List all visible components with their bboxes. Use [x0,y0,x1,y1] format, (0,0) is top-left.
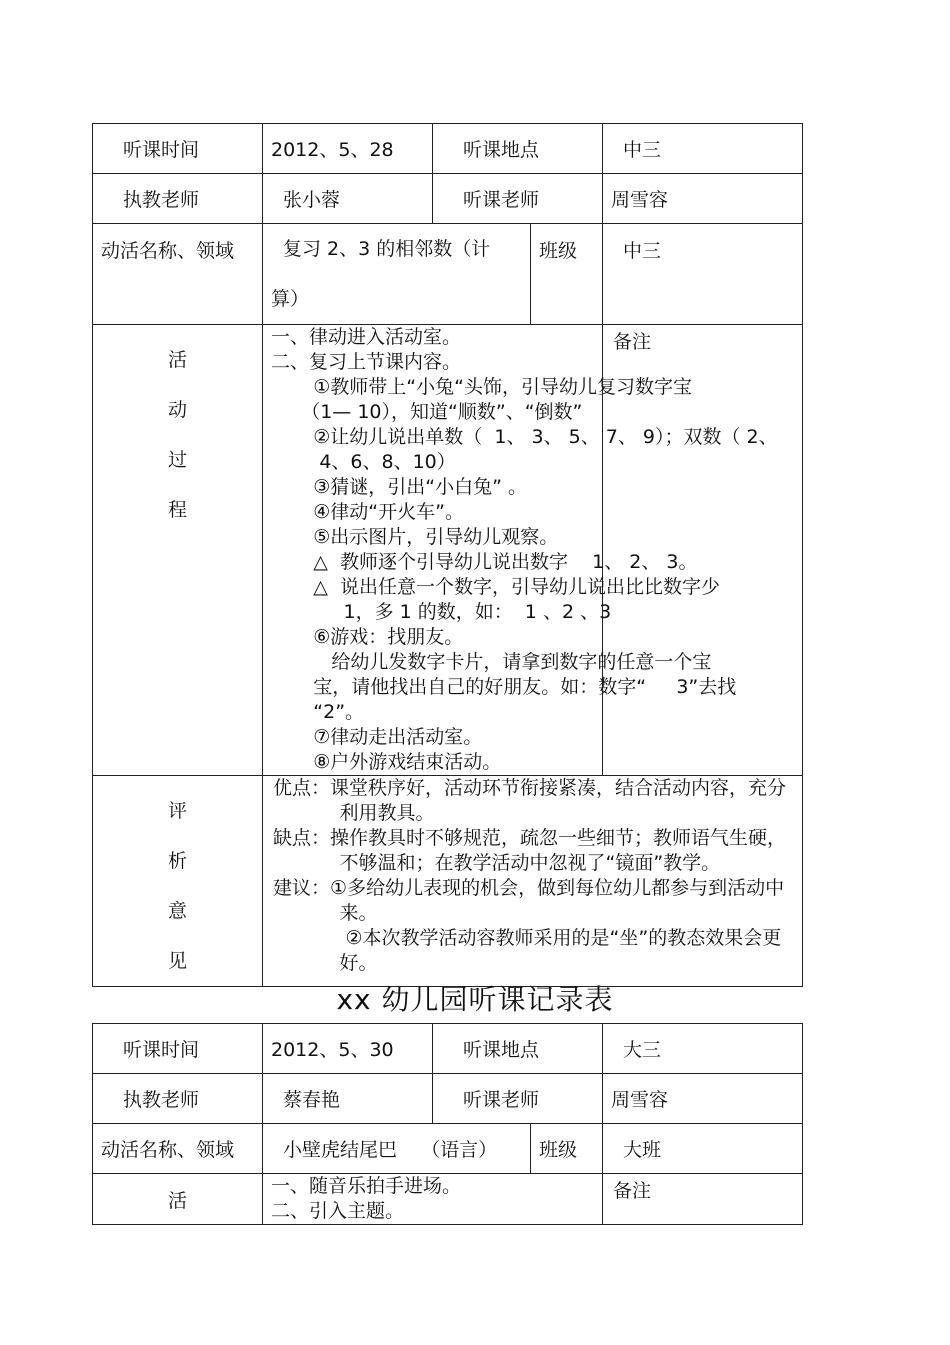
process-line: ⑥游戏：找朋友。 [271,626,464,648]
teacher-value: 蔡春艳 [263,1074,433,1124]
class-label: 班级 [531,224,603,325]
process-line: “2”。 [271,701,365,723]
eval-line: 好。 [267,952,378,974]
activity-line-2: 算） [271,288,310,310]
record-table-2 [92,1023,803,1225]
eval-char-3: 意 [167,900,187,922]
time-label: 听课时间 [93,1024,263,1074]
process-line: △ 说出任意一个数字，引导幼儿说出比比数字少 [271,576,720,598]
observer-value: 周雪容 [603,1074,803,1124]
observer-label: 听课老师 [433,174,603,224]
process-content [263,1174,603,1225]
process-line: 二、复习上节课内容。 [271,351,462,373]
time-value: 2012、5、28 [263,124,433,174]
process-label [93,1174,263,1225]
class-label: 班级 [531,1124,603,1174]
observer-label: 听课老师 [433,1074,603,1124]
process-line: △ 教师逐个引导幼儿说出数字 1、 2、 3。 [271,551,698,573]
eval-line: 缺点：操作教具时不够规范，疏忽一些细节；教师语气生硬， [267,827,787,849]
eval-char-2: 析 [167,850,187,872]
teacher-value: 张小蓉 [263,174,433,224]
time-value: 2012、5、30 [263,1024,433,1074]
process-line: 4、6、8、10） [271,451,456,473]
process-char-4: 程 [167,499,187,521]
process-line: ①教师带上“小兔“头饰，引导幼儿复习数字宝 [271,376,692,398]
activity-label: 动活名称、领域 [93,1124,263,1174]
class-value: 大班 [603,1124,803,1174]
observer-value: 周雪容 [603,174,803,224]
place-value: 大三 [603,1024,803,1074]
process-line: 宝，请他找出自己的好朋友。如：数字“ 3”去找 [271,676,737,698]
eval-line: 优点：课堂秩序好，活动环节衔接紧凑，结合活动内容，充分 [267,777,787,799]
activity-line-1: 复习 2、3 的相邻数（计 [283,238,491,260]
eval-label [93,776,263,987]
process-line: 给幼儿发数字卡片，请拿到数字的任意一个宝 [271,651,712,673]
eval-char-4: 见 [167,950,187,972]
eval-line: ②本次教学活动容教师采用的是“坐”的教态效果会更 [267,927,782,949]
eval-line: 利用教具。 [267,802,435,824]
place-label: 听课地点 [433,1024,603,1074]
process-char-1: 活 [167,349,187,371]
activity-value: 小壁虎结尾巴 （语言） [263,1124,531,1174]
process-char-3: 过 [167,449,187,471]
teacher-label: 执教老师 [93,1074,263,1124]
process-line: ④律动“开火车”。 [271,501,464,523]
teacher-label: 执教老师 [93,174,263,224]
process-line: 二、引入主题。 [271,1200,405,1222]
page-title: xx 幼儿园听课记录表 [336,983,614,1016]
process-char-1: 活 [167,1189,187,1212]
place-label: 听课地点 [433,124,603,174]
note-label: 备注 [603,1174,803,1225]
record-table-1 [92,123,803,987]
eval-line: 来。 [267,902,378,924]
class-value: 中三 [603,224,803,325]
eval-line: 建议：①多给幼儿表现的机会，做到每位幼儿都参与到活动中 [267,877,785,899]
process-line: 1，多 1 的数，如： 1 、2 、3 [271,601,612,623]
process-line: 一、律动进入活动室。 [271,326,462,348]
time-label: 听课时间 [93,124,263,174]
process-line: ⑧户外游戏结束活动。 [271,751,502,773]
eval-content [263,776,803,987]
process-line: 一、随音乐拍手进场。 [271,1175,462,1197]
process-line: ③猜谜，引出“小白兔” 。 [271,476,528,498]
process-line: ⑦律动走出活动室。 [271,726,483,748]
activity-value [263,224,531,325]
process-char-2: 动 [167,399,187,421]
process-line: ⑤出示图片，引导幼儿观察。 [271,526,559,548]
eval-line: 不够温和；在教学活动中忽视了“镜面”教学。 [267,852,721,874]
eval-char-1: 评 [167,800,187,822]
activity-label: 动活名称、领域 [93,224,263,325]
place-value: 中三 [603,124,803,174]
process-label [93,325,263,776]
note-label: 备注 [603,325,803,776]
process-line: ②让幼儿说出单数（ 1、 3、 5、 7、 9）；双数（ 2、 [271,426,778,448]
process-line: （1— 10），知道“顺数”、“倒数” [271,401,583,423]
